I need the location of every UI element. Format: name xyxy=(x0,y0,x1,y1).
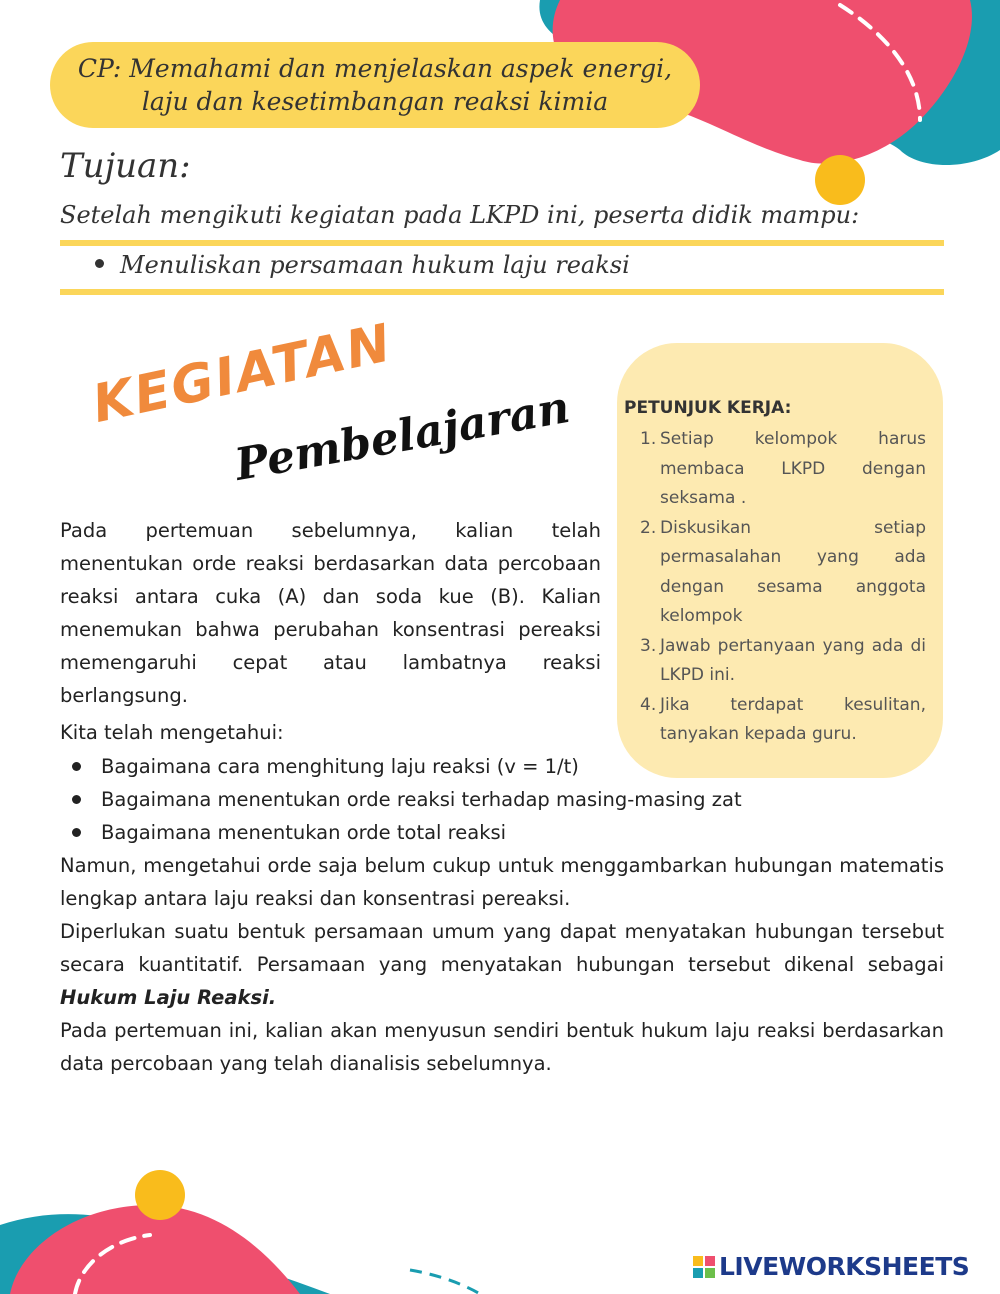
petunjuk-text: Setiap kelompok harus membaca LKPD dengan seksama . xyxy=(660,429,926,508)
petunjuk-item xyxy=(640,632,926,691)
yellow-divider xyxy=(60,240,944,246)
list-item xyxy=(72,750,952,783)
bullet-dot xyxy=(72,828,81,837)
gold-dot xyxy=(815,155,865,205)
liveworksheets-logo xyxy=(693,1252,969,1281)
cp-banner xyxy=(50,42,700,128)
logo-text: LIVEWORKSHEETS xyxy=(719,1252,970,1281)
tujuan-intro: Setelah mengikuti kegiatan pada LKPD ini, peserta didik mampu: xyxy=(60,201,860,229)
paragraph-diperlukan xyxy=(60,915,944,1014)
petunjuk-text: Jika terdapat kesulitan, tanyakan kepada guru. xyxy=(660,694,926,744)
paragraph-text: Diperlukan suatu bentuk persamaan umum yang dapat menyatakan hubungan tersebut secara kuantitatif. Persamaan yang menyatakan hubungan tersebut dikenal sebagai xyxy=(60,920,944,976)
gold-dot xyxy=(135,1170,185,1220)
intro-paragraph: Pada pertemuan sebelumnya, kalian telah menentukan orde reaksi berdasarkan data percobaan reaksi antara cuka (A) dan soda kue (B). Kalian menemukan bahwa perubahan konsentrasi pereaksi memengaruhi cepat atau lambatnya reaksi berlangsung. xyxy=(60,519,601,707)
tujuan-item xyxy=(95,251,630,279)
kita-label: Kita telah mengetahui: xyxy=(60,721,284,744)
pembelajaran-heading: Pembelajaran xyxy=(231,381,574,491)
list-item-text: Bagaimana menentukan orde reaksi terhadap masing-masing zat xyxy=(101,788,742,811)
bullet-dot xyxy=(72,762,81,771)
bullet-dot xyxy=(72,795,81,804)
decorative-blob-bottom-left xyxy=(0,1165,500,1294)
list-item-text: Bagaimana cara menghitung laju reaksi (v = 1/t) xyxy=(101,755,579,778)
petunjuk-number: 4. xyxy=(640,694,657,715)
list-item-text: Bagaimana menentukan orde total reaksi xyxy=(101,821,507,844)
petunjuk-item xyxy=(640,514,926,632)
yellow-divider xyxy=(60,289,944,295)
list-item xyxy=(72,783,952,816)
paragraph-pertemuan: Pada pertemuan ini, kalian akan menyusun sendiri bentuk hukum laju reaksi berdasarkan data percobaan yang telah dianalisis sebelumnya. xyxy=(60,1019,944,1075)
logo-icon xyxy=(693,1256,715,1278)
kegiatan-heading: KEGIATAN xyxy=(87,313,398,435)
petunjuk-text: Jawab pertanyaan yang ada di LKPD ini. xyxy=(660,635,926,685)
bullet-list xyxy=(72,750,952,849)
tujuan-item-text: Menuliskan persamaan hukum laju reaksi xyxy=(120,251,630,279)
petunjuk-item xyxy=(640,425,926,514)
hukum-laju-reaksi-term: Hukum Laju Reaksi. xyxy=(60,986,277,1009)
petunjuk-title: PETUNJUK KERJA: xyxy=(624,398,792,418)
petunjuk-number: 1. xyxy=(640,429,657,449)
petunjuk-list xyxy=(640,425,926,750)
petunjuk-number: 3. xyxy=(640,635,657,656)
list-item xyxy=(72,816,952,849)
petunjuk-number: 2. xyxy=(640,517,657,538)
bullet-dot xyxy=(95,259,104,268)
cp-text: CP: Memahami dan menjelaskan aspek energi, laju dan kesetimbangan reaksi kimia xyxy=(77,54,673,116)
tujuan-title: Tujuan: xyxy=(60,146,191,186)
petunjuk-text: Diskusikan setiap permasalahan yang ada dengan sesama anggota kelompok xyxy=(660,517,926,626)
petunjuk-item xyxy=(640,691,926,750)
paragraph-namun: Namun, mengetahui orde saja belum cukup untuk menggambarkan hubungan matematis lengkap antara laju reaksi dan konsentrasi pereaksi. xyxy=(60,854,944,910)
dashed-curve-right xyxy=(410,1270,480,1294)
